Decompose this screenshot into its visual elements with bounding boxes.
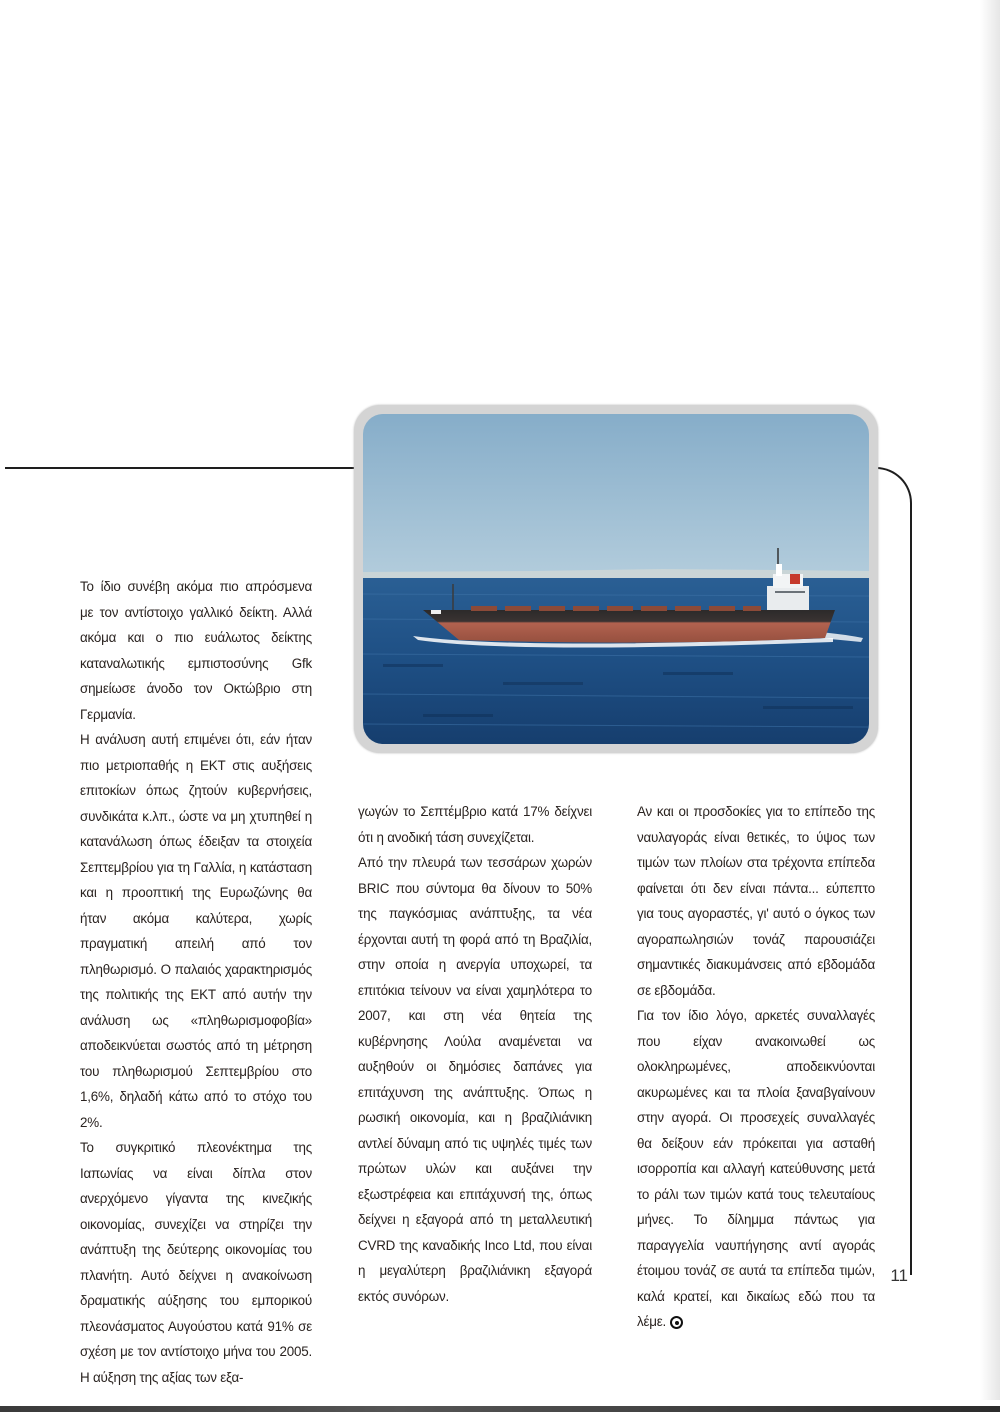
paragraph-text: Για τον ίδιο λόγο, αρκετές συναλλαγές που είχαν ανακοινωθεί ως ολοκληρωμένες, αποδεικνύονται ακυρωμένες και τα πλοία ξαναβγαίνουν στην αγορά. Οι προσεχείς συναλλαγές θα δείξουν εάν πρόκειται για ασταθή ισορροπία και αλλαγή κατεύθυνσης μετά το ράλι των τιμών κατά τους τελευταίους μήνες. Το δίλημμα πάντως για παραγγελία ναυπήγησης αντί αγοράς έτοιμου τονάζ σε αυτά τα επίπεδα τιμών, καλά κρατεί, και δικαίως εδώ που τα λέμε.	[637, 1008, 875, 1329]
ship-photo	[363, 414, 869, 744]
page-number: 11	[890, 1266, 908, 1285]
paragraph: Αν και οι προσδοκίες για το επίπεδο της ναυλαγοράς είναι θετικές, το ύψος των τιμών των πλοίων στα τρέχοντα επίπεδα φαίνεται ότι δεν είναι πάντα... εύπεπτο για τους αγοραστές, γι' αυτό ο όγκος των αγοραπωλησιών τονάζ παρουσιάζει σημαντικές διακυμάνσεις από εβδομάδα σε εβδομάδα.	[637, 804, 875, 998]
paragraph: Το ίδιο συνέβη ακόμα πιο απρόσμενα με τον αντίστοιχο γαλλικό δείκτη. Αλλά ακόμα και ο πιο ευάλωτος δείκτης καταναλωτικής εμπιστοσύνης Gfk σημείωσε άνοδο τον Οκτώβριο στη Γερμανία.	[80, 579, 312, 722]
paragraph: Το συγκριτικό πλεονέκτημα της Ιαπωνίας να είναι δίπλα στον ανερχόμενο γίγαντα της κινεζικής οικονομίας, συνεχίζει να στηρίζει την ανάπτυξη της δεύτερης οικονομίας του πλανήτη. Αυτό δείχνει η ανακοίνωση δραματικής αύξησης του εμπορικού πλεονάσματος Αυγούστου κατά 91% σε σχέση με τον αντίστοιχο μήνα του 2005. Η αύξηση της αξίας των εξα-	[80, 1140, 312, 1385]
paragraph: γωγών το Σεπτέμβριο κατά 17% δείχνει ότι η ανοδική τάση συνεχίζεται.	[358, 804, 592, 845]
end-of-article-icon	[670, 1316, 683, 1329]
text-column-1	[80, 574, 312, 1390]
corner-rule	[874, 467, 912, 1275]
horizontal-rule	[5, 467, 357, 469]
paragraph	[637, 1003, 875, 1335]
paragraph: Η ανάλυση αυτή επιμένει ότι, εάν ήταν πιο μετριοπαθής η ΕΚΤ στις αυξήσεις επιτοκίων όπως ζητούν κυβερνήσεις, συνδικάτα κ.λπ., ώστε να μη χτυπηθεί η κατανάλωση όπως έδειξαν τα στοιχεία Σεπτεμβρίου για τη Γαλλία, η κατάσταση και η προοπτική της Ευρωζώνης θα ήταν ακόμα καλύτερα, χωρίς πραγματική απειλή από τον πληθωρισμό. Ο παλαιός χαρακτηρισμός της πολιτικής της ΕΚΤ από αυτήν την ανάλυση ως «πληθωρισμοφοβία» αποδεικνύεται σωστός από τη μέτρηση του πληθωρισμού Σεπτεμβρίου στο 1,6%, δηλαδή κάτω από το στόχο του 2%.	[80, 732, 312, 1130]
paragraph: Από την πλευρά των τεσσάρων χωρών BRIC που σύντομα θα δίνουν το 50% της παγκόσμιας ανάπτυξης, τα νέα έρχονται αυτή τη φορά από τη Βραζιλία, στην οποία η ανεργία υποχωρεί, τα επιτόκια τείνουν να είναι χαμηλότερα το 2007, και στη νέα θητεία της κυβέρνησης Λούλα αναμένεται να αυξηθούν οι δημόσιες δαπάνες για επιτάχυνση της ανάπτυξης. Όπως η ρωσική οικονομία, και η βραζιλιάνικη αντλεί δύναμη από τις υψηλές τιμές των πρώτων υλών και αυξάνει την εξωστρέφεια και επιτάχυνσή της, όπως δείχνει η εξαγορά από τη μεταλλευτική CVRD της καναδικής Inco Ltd, που είναι η μεγαλύτερη βραζιλιάνικη εξαγορά εκτός συνόρων.	[358, 855, 592, 1304]
page-bottom-band	[0, 1400, 1000, 1414]
text-column-3	[637, 799, 875, 1335]
photo-frame	[354, 405, 878, 753]
page-edge	[980, 0, 1000, 1414]
text-column-2	[358, 799, 592, 1309]
